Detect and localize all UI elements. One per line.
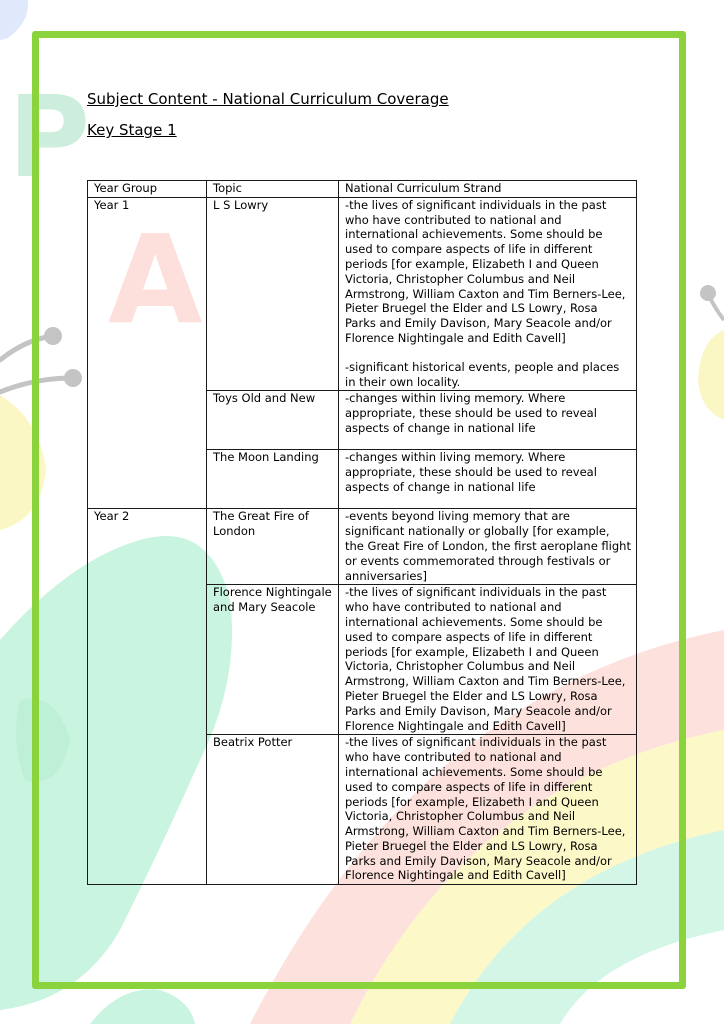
year-group-cell: Year 1	[88, 197, 207, 509]
strand-text: -significant historical events, people and places in their own locality.	[345, 359, 620, 389]
letter-p: P	[8, 73, 91, 203]
strand-cell	[339, 585, 637, 735]
letter-a: A	[108, 209, 203, 351]
strand-text: -the lives of significant individuals in the past who have contributed to national and international achievements. Some should be used to compare aspects of life in different periods [for example, Elizabeth I and Queen Victoria, Christopher Columbus and Neil Armstrong, William Caxton and Tim Berners-Lee, Pieter Bruegel the Elder and LS Lowry, Rosa Parks and Emily Davison, Mary Seacole and/or Florence Nightingale and Edith Cavell]	[345, 585, 626, 733]
header-strand: National Curriculum Strand	[339, 181, 637, 198]
header-topic: Topic	[207, 181, 339, 198]
topic-cell: Toys Old and New	[207, 391, 339, 450]
year-group-cell: Year 2	[88, 509, 207, 885]
table-row	[88, 197, 637, 391]
topic-cell: The Great Fire of London	[207, 509, 339, 585]
strand-text: -changes within living memory. Where appropriate, these should be used to reveal aspects of change in national life	[345, 391, 597, 435]
strand-cell	[339, 450, 637, 509]
curriculum-table	[87, 180, 637, 885]
topic-cell: The Moon Landing	[207, 450, 339, 509]
topic-cell: Beatrix Potter	[207, 735, 339, 885]
topic-cell: L S Lowry	[207, 197, 339, 391]
strand-cell	[339, 735, 637, 885]
page-title: Subject Content - National Curriculum Coverage	[87, 90, 449, 108]
strand-cell	[339, 391, 637, 450]
header-year-group: Year Group	[88, 181, 207, 198]
strand-cell	[339, 197, 637, 391]
strand-text: -the lives of significant individuals in the past who have contributed to national and international achievements. Some should be used to compare aspects of life in different periods [for example, Elizabeth I and Queen Victoria, Christopher Columbus and Neil Armstrong, William Caxton and Tim Berners-Lee, Pieter Bruegel the Elder and LS Lowry, Rosa Parks and Emily Davison, Mary Seacole and/or Florence Nightingale and Edith Cavell]	[345, 197, 626, 345]
table-row	[88, 509, 637, 585]
strand-text: -events beyond living memory that are significant nationally or globally [for example, the Great Fire of London, the first aeroplane flight or events commemorated through festivals or anniversaries]	[345, 509, 631, 583]
topic-cell: Florence Nightingale and Mary Seacole	[207, 585, 339, 735]
strand-text: -changes within living memory. Where appropriate, these should be used to reveal aspects of change in national life	[345, 450, 597, 494]
strand-text: -the lives of significant individuals in the past who have contributed to national and international achievements. Some should be used to compare aspects of life in different periods [for example, Elizabeth I and Queen Victoria, Christopher Columbus and Neil Armstrong, William Caxton and Tim Berners-Lee, Pieter Bruegel the Elder and LS Lowry, Rosa Parks and Emily Davison, Mary Seacole and/or Florence Nightingale and Edith Cavell]	[345, 735, 626, 883]
table-header-row	[88, 181, 637, 198]
page-subtitle: Key Stage 1	[87, 121, 177, 139]
strand-cell	[339, 509, 637, 585]
